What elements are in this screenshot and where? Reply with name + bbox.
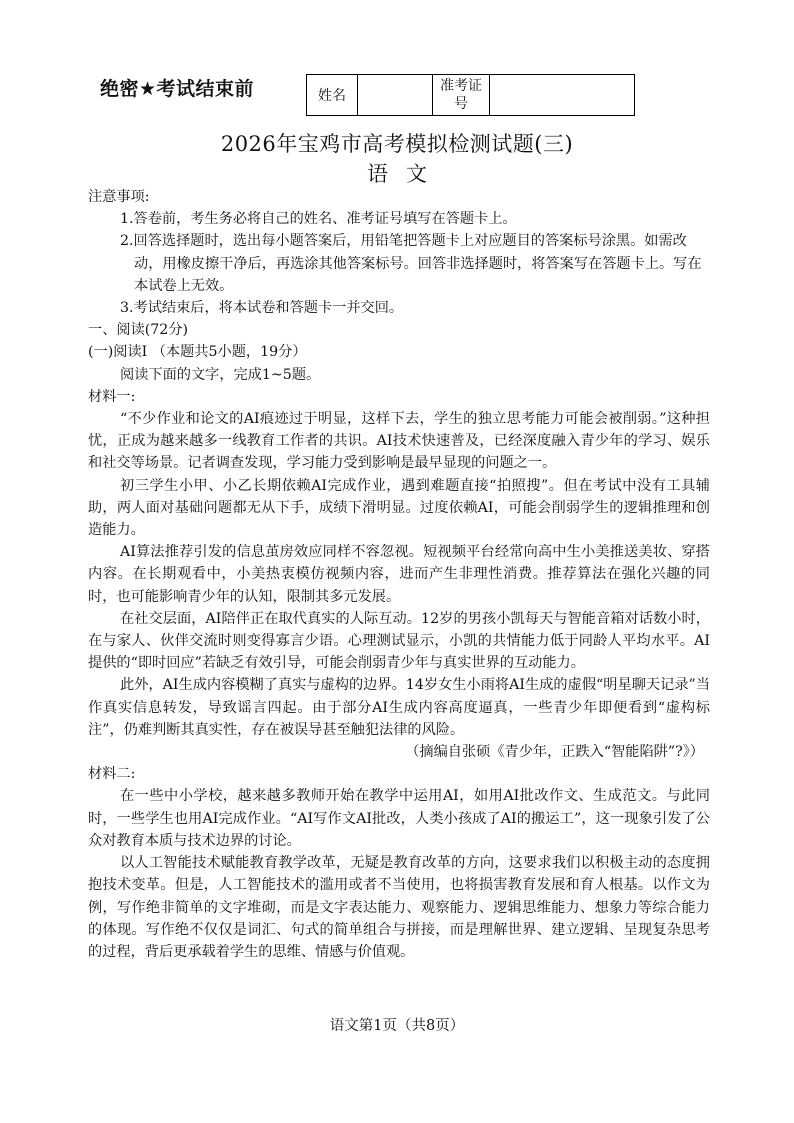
material-paragraph: 在一些中小学校，越来越多教师开始在教学中运用AI，如用AI批改作文、生成范文。与此同时，一些学生也用AI完成作业。“AI写作文AI批改，人类小孩成了AI的搬运工”，这一现象引发了公众对教育本质与技术边界的讨论。 [88, 788, 710, 849]
candidate-info-box [306, 74, 635, 116]
exam-title: 2026年宝鸡市高考模拟检测试题(三) [220, 132, 574, 156]
exam-id-field[interactable] [490, 75, 635, 116]
notice-item: 3.考试结束后，将本试卷和答题卡一并交回。 [120, 300, 404, 317]
notice-heading: 注意事项: [88, 189, 150, 205]
section-heading: 一、阅读(72分) [88, 322, 189, 339]
confidential-label: 绝密★考试结束前 [100, 78, 255, 100]
page-footer: 语文第1页（共8页） [329, 1018, 465, 1034]
material-source: （摘编自张硕《青少年，正跌入“智能陷阱”?》） [405, 744, 704, 761]
name-field[interactable] [358, 75, 433, 116]
exam-id-label: 准考证号 [433, 75, 490, 116]
material-paragraph: 在社交层面，AI陪伴正在取代真实的人际互动。12岁的男孩小凯每天与智能音箱对话数小时，在与家人、伙伴交流时则变得寡言少语。心理测试显示，小凯的共情能力低于同龄人平均水平。AI提供的“即时回应”若缺乏有效引导，可能会削弱青少年与真实世界的互动能力。 [88, 610, 710, 672]
notice-item: 1.答卷前，考生务必将自己的姓名、准考证号填写在答题卡上。 [120, 211, 517, 228]
subject-title: 语文 [367, 162, 445, 186]
notice-item: 2.回答选择题时，选出每小题答案后，用铅笔把答题卡上对应题目的答案标号涂黑。如需改动，用橡皮擦干净后，再选涂其他答案标号。回答非选择题时，将答案写在答题卡上。写在本试卷上无效。 [120, 233, 702, 294]
material-label: 材料一: [88, 388, 136, 405]
material-paragraph: 以人工智能技术赋能教育教学改革，无疑是教育改革的方向，这要求我们以积极主动的态度拥抱技术变革。但是，人工智能技术的滥用或者不当使用，也将损害教育发展和育人根基。以作文为例，写作绝非简单的文字堆砌，而是文字表达能力、观察能力、逻辑思维能力、想象力等综合能力的体现。写作绝不仅仅是词汇、句式的简单组合与拼接，而是理解世界、建立逻辑、呈现复杂思考的过程，背后更承载着学生的思维、情感与价值观。 [88, 855, 710, 960]
material-paragraph: 此外，AI生成内容模糊了真实与虚构的边界。14岁女生小雨将AI生成的虚假“明星聊天记录”当作真实信息转发，导致谣言四起。由于部分AI生成内容高度逼真，一些青少年即便看到“虚构标注”，仍难判断其真实性，存在被误导甚至触犯法律的风险。 [88, 677, 710, 738]
subsection-heading: (一)阅读I （本题共5小题，19分） [88, 344, 307, 361]
exam-body [88, 186, 710, 963]
material-paragraph: “不少作业和论文的AI痕迹过于明显，这样下去，学生的独立思考能力可能会被削弱。”这种担忧，正成为越来越多一线教育工作者的共识。AI技术快速普及，已经深度融入青少年的学习、娱乐和社交等场景。记者调查发现，学习能力受到影响是最早显现的问题之一。 [88, 411, 710, 472]
reading-instruction: 阅读下面的文字，完成1~5题。 [120, 366, 321, 383]
material-paragraph: AI算法推荐引发的信息茧房效应同样不容忽视。短视频平台经常向高中生小美推送美妆、穿搭内容。在长期观看中，小美热衷模仿视频内容，进而产生非理性消费。推荐算法在强化兴趣的同时，也可能影响青少年的认知，限制其多元发展。 [88, 544, 710, 605]
name-label: 姓名 [307, 75, 358, 116]
material-label: 材料二: [88, 766, 136, 783]
material-paragraph: 初三学生小甲、小乙长期依赖AI完成作业，遇到难题直接“拍照搜”。但在考试中没有工具辅助，两人面对基础问题都无从下手，成绩下滑明显。过度依赖AI，可能会削弱学生的逻辑推理和创造能力。 [88, 477, 710, 539]
